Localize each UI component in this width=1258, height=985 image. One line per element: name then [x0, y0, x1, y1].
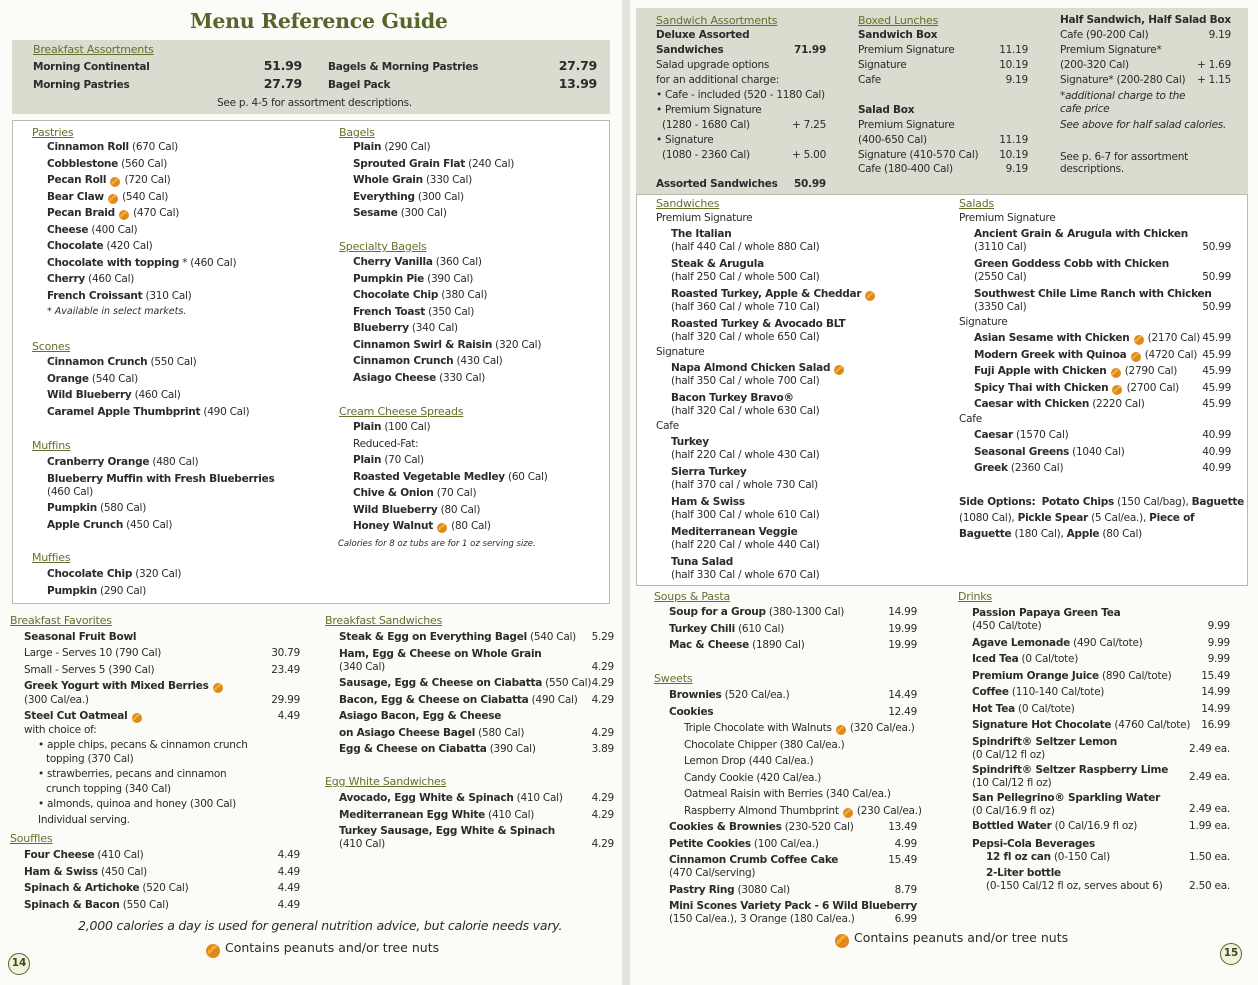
breakfast-sandwiches-heading: Breakfast Sandwiches [325, 614, 443, 627]
oat-option: • strawberries, pecans and cinnamon [38, 768, 227, 780]
price: + 1.69 [1196, 59, 1231, 71]
list-item: Plain (100 Cal) [353, 421, 431, 433]
spreads-note: Calories for 8 oz tubs are for 1 oz serving size. [338, 539, 536, 549]
list-item: Blueberry Muffin with Fresh Blueberries [47, 472, 275, 485]
calorie-text: (3350 Cal) [974, 301, 1027, 313]
page-number: 14 [8, 953, 30, 975]
list-item: Spindrift® Seltzer Raspberry Lime [972, 763, 1169, 776]
nut-legend [834, 930, 1068, 948]
specialty-bagels-heading: Specialty Bagels [339, 240, 427, 253]
list-item: on Asiago Cheese Bagel (580 Cal) 4.29 [339, 726, 614, 739]
egg-white-heading: Egg White Sandwiches [325, 775, 447, 788]
upgrade-option: • Cafe - included (520 - 1180 Cal) [656, 89, 825, 101]
left-page [0, 0, 622, 985]
list-item: Bacon, Egg & Cheese on Ciabatta (490 Cal) 4.29 [339, 693, 614, 706]
calorie-row: (0 Cal/16.9 fl oz) 2.49 ea. [972, 802, 1230, 817]
cookie-item: Chocolate Chipper (380 Cal/ea.) [684, 738, 845, 751]
list-item: Seasonal Greens (1040 Cal) 40.99 [974, 445, 1231, 458]
price: 23.49 [271, 664, 300, 676]
calorie-text: (470 Cal/serving) [669, 867, 756, 879]
breakfast-sandwiches-list [339, 631, 614, 760]
list-item: Mac & Cheese (1890 Cal) 19.99 [669, 639, 917, 651]
list-item: Ham, Egg & Cheese on Whole Grain [339, 647, 542, 660]
oatmeal: Steel Cut Oatmeal 🥜 [24, 710, 141, 722]
right-page [630, 0, 1258, 985]
cream-cheese-heading: Cream Cheese Spreads [339, 405, 464, 418]
list-item: Wild Blueberry (460 Cal) [47, 389, 181, 401]
sandwich-name: Sierra Turkey [671, 466, 747, 478]
calorie-row: (0-150 Cal/12 fl oz, serves about 6) 2.50 ea. [986, 879, 1230, 892]
list-item: Cinnamon Roll (670 Cal) [47, 141, 178, 153]
upgrade-option: (1280 - 1680 Cal) [662, 119, 750, 131]
list-item: Turkey Chili (610 Cal) 19.99 [669, 622, 917, 635]
pastries-note: * Available in select markets. [47, 306, 187, 317]
list-item: Premium Orange Juice (890 Cal/tote) 15.49 [972, 669, 1230, 682]
drinks-list [972, 607, 1230, 893]
assorted-label: Assorted Sandwiches [656, 178, 778, 190]
nut-icon: 🥜 [207, 946, 219, 956]
cookie-item: Raspberry Almond Thumbprint 🥜 (230 Cal/ea.) [684, 804, 922, 817]
nut-icon: 🥜 [1111, 369, 1120, 377]
nut-legend-text: Contains peanuts and/or tree nuts [224, 940, 440, 955]
oat-option: topping (370 Cal) [46, 753, 134, 765]
list-item: Wild Blueberry (80 Cal) [353, 503, 481, 516]
nut-icon: 🥜 [108, 194, 118, 203]
half-item: Signature* (200-280 Cal) [1060, 74, 1186, 86]
soups-list [669, 606, 917, 656]
egg-white-list [339, 792, 614, 855]
oat-option: • almonds, quinoa and honey (300 Cal) [38, 798, 236, 810]
sandwich-name: Tuna Salad [671, 556, 734, 568]
price: + 7.25 [791, 119, 826, 131]
half-item: Cafe (90-200 Cal) [1060, 29, 1149, 41]
bagels-heading: Bagels [339, 126, 375, 139]
nut-icon: 🥜 [1113, 385, 1122, 394]
half-note: *additional charge to the [1060, 90, 1186, 102]
cookie-item: Oatmeal Raisin with Berries (340 Cal/ea.) [684, 788, 891, 800]
price: + 1.15 [1196, 74, 1231, 86]
list-item: Cobblestone (560 Cal) [47, 157, 168, 170]
list-item: Asiago Cheese (330 Cal) [353, 371, 486, 384]
muffins-heading: Muffins [32, 439, 71, 452]
deluxe-label: Sandwiches [656, 44, 724, 56]
assort-price: 51.99 [263, 58, 302, 73]
assort-name: Morning Continental [33, 61, 150, 73]
assortments-box [636, 8, 1248, 194]
nut-icon: 🥜 [119, 211, 129, 219]
souffles-list [24, 849, 300, 915]
list-item: Pumpkin Pie (390 Cal) [353, 272, 474, 285]
breakfast-assortments-heading: Breakfast Assortments [33, 43, 154, 56]
list-item: Spinach & Artichoke (520 Cal) 4.49 [24, 882, 300, 894]
cafe-salads-list [974, 429, 1231, 479]
salad-name: Green Goddess Cobb with Chicken [974, 258, 1169, 270]
sandwiches-salads-box [636, 194, 1248, 586]
breakfast-favorites-heading: Breakfast Favorites [10, 614, 112, 627]
specialty-bagels-list [353, 256, 541, 388]
upgrade-text: Salad upgrade options [656, 59, 770, 71]
list-item: Pecan Braid 🥜 (470 Cal) [47, 207, 180, 219]
list-item: Modern Greek with Quinoa 🥜 (4720 Cal) 45.99 [974, 348, 1231, 361]
sandwich-name: Ham & Swiss [671, 496, 745, 508]
upgrade-text: for an additional charge: [656, 74, 780, 86]
sandwich-name: The Italian [671, 228, 732, 240]
assort-name: Bagel Pack [328, 79, 391, 91]
assort-price: 27.79 [263, 76, 302, 91]
price: 50.99 [794, 178, 826, 190]
serving-note: Individual serving. [38, 814, 130, 826]
nut-icon: 🥜 [835, 366, 844, 374]
list-item: Spinach & Bacon (550 Cal) 4.49 [24, 898, 300, 911]
list-item: Honey Walnut 🥜 (80 Cal) [353, 520, 491, 532]
price: 50.99 [1202, 271, 1231, 283]
list-item: Agave Lemonade (490 Cal/tote) 9.99 [972, 636, 1230, 649]
list-item: Passion Papaya Green Tea [972, 607, 1121, 619]
list-item: Cinnamon Crunch (550 Cal) [47, 356, 197, 368]
calorie-text: (half 320 Cal / whole 630 Cal) [671, 405, 820, 417]
list-item: Fuji Apple with Chicken 🥜 (2790 Cal) 45.99 [974, 365, 1231, 377]
reduced-fat-label: Reduced-Fat: [353, 437, 419, 450]
half-note: See p. 6-7 for assortment [1060, 151, 1188, 163]
nutrition-footer: 2,000 calories a day is used for general nutrition advice, but calorie needs vary. [78, 918, 563, 933]
calorie-text: (3110 Cal) [974, 241, 1027, 253]
list-item: Pecan Roll 🥜 (720 Cal) [47, 174, 171, 186]
salad-name: Southwest Chile Lime Ranch with Chicken [974, 288, 1212, 300]
half-item: Premium Signature* [1060, 44, 1162, 56]
salad-name: Ancient Grain & Arugula with Chicken [974, 228, 1188, 240]
list-item: Coffee (110-140 Cal/tote) 14.99 [972, 686, 1230, 698]
list-item: Iced Tea (0 Cal/tote) 9.99 [972, 653, 1230, 665]
assortments-note: See p. 4-5 for assortment descriptions. [217, 97, 412, 109]
sandwich-name: Turkey [671, 436, 709, 448]
list-item: Sesame (300 Cal) [353, 207, 447, 219]
calorie-text: (half 350 Cal / whole 700 Cal) [671, 375, 820, 387]
list-item: Pumpkin (290 Cal) [47, 584, 147, 597]
fruit-bowl: Seasonal Fruit Bowl [24, 631, 137, 643]
drinks-heading: Drinks [958, 590, 992, 603]
list-item: Plain (70 Cal) [353, 454, 424, 466]
side-options-line: Side Options: Potato Chips (150 Cal/bag), Baguette [959, 496, 1245, 508]
price: + 5.00 [791, 149, 826, 161]
box-item: Cafe [858, 74, 881, 86]
nut-icon: 🥜 [437, 524, 447, 532]
nut-legend [205, 940, 439, 958]
bakery-box [12, 120, 610, 604]
price: 50.99 [1202, 241, 1231, 253]
choice-label: with choice of: [24, 724, 97, 736]
list-item: Cookies & Brownies (230-520 Cal) 13.49 [669, 821, 917, 833]
list-item: Greek (2360 Cal) 40.99 [974, 462, 1231, 474]
sweets-list [669, 689, 922, 926]
sandwich-name: Bacon Turkey Bravo® [671, 392, 794, 404]
nut-icon: 🥜 [866, 292, 875, 300]
list-item: Chocolate with topping * (460 Cal) [47, 256, 237, 269]
price: 29.99 [271, 694, 300, 706]
page-gutter [622, 0, 630, 985]
list-item: Ham & Swiss (450 Cal) 4.49 [24, 865, 300, 878]
list-item: Spicy Thai with Chicken 🥜 (2700 Cal) 45.99 [974, 381, 1231, 394]
list-item: Mediterranean Egg White (410 Cal) 4.29 [339, 808, 614, 821]
calorie-text: (half 250 Cal / whole 500 Cal) [671, 271, 820, 283]
sandwich-name: Steak & Arugula [671, 258, 764, 270]
calorie-row: (450 Cal/tote) 9.99 [972, 620, 1230, 632]
calorie-text: (half 370 cal / whole 730 Cal) [671, 479, 818, 491]
pastries-list [47, 141, 236, 317]
price: 30.79 [271, 647, 300, 659]
sandwich-box-label: Sandwich Box [858, 29, 938, 41]
half-note: See above for half salad calories. [1060, 119, 1227, 131]
sandwich-name: Napa Almond Chicken Salad [671, 362, 831, 374]
sandwich-name: Roasted Turkey & Avocado BLT [671, 318, 846, 330]
list-item: Cheese (400 Cal) [47, 223, 138, 236]
list-item: Chocolate (420 Cal) [47, 240, 153, 252]
price: 11.19 [999, 134, 1028, 146]
scones-list [47, 356, 249, 422]
price: 10.19 [999, 149, 1028, 161]
box-item: Cafe (180-400 Cal) [858, 163, 953, 175]
tier-label: Signature [656, 346, 705, 358]
list-item: Pumpkin (580 Cal) [47, 502, 147, 514]
list-item: Everything (300 Cal) [353, 190, 464, 203]
box-item: Premium Signature [858, 44, 955, 56]
cookie-item: Triple Chocolate with Walnuts 🥜 (320 Cal/ea.) [684, 722, 915, 734]
muffies-heading: Muffies [32, 551, 71, 564]
price: 9.19 [1208, 29, 1231, 41]
souffles-heading: Souffles [10, 832, 53, 845]
sandwiches-heading: Sandwiches [656, 197, 720, 210]
salads-heading: Salads [959, 197, 995, 210]
muffins-list [47, 456, 275, 535]
calorie-text: (half 220 Cal / whole 440 Cal) [671, 539, 820, 551]
list-item: Cookies 12.49 [669, 705, 917, 718]
price: 10.19 [999, 59, 1028, 71]
calorie-text: (2550 Cal) [974, 271, 1027, 283]
tier-label: Signature [959, 316, 1008, 328]
list-item: Soup for a Group (380-1300 Cal) 14.99 [669, 606, 917, 618]
calorie-text: (460 Cal) [47, 485, 94, 498]
nut-icon: 🥜 [111, 178, 120, 186]
list-item: Caramel Apple Thumbprint (490 Cal) [47, 405, 250, 418]
box-item: Signature (410-570 Cal) [858, 149, 979, 161]
scones-heading: Scones [32, 340, 71, 353]
signature-salads-list [974, 332, 1231, 415]
nut-icon: 🥜 [132, 714, 141, 722]
muffies-list [47, 568, 181, 601]
half-note: cafe price [1060, 103, 1110, 115]
list-item: Sprouted Grain Flat (240 Cal) [353, 157, 515, 170]
list-item: Cinnamon Crunch (430 Cal) [353, 355, 503, 367]
list-item: French Croissant (310 Cal) [47, 289, 192, 302]
cookie-item: Candy Cookie (420 Cal/ea.) [684, 771, 822, 784]
pastries-heading: Pastries [32, 126, 74, 139]
list-item: Cherry Vanilla (360 Cal) [353, 256, 482, 268]
page-number: 15 [1220, 943, 1242, 965]
list-item: Turkey Sausage, Egg White & Spinach [339, 825, 556, 837]
half-item: (200-320 Cal) [1060, 59, 1129, 71]
soups-heading: Soups & Pasta [654, 590, 731, 603]
upgrade-option: • Premium Signature [656, 104, 762, 116]
price: 50.99 [1202, 301, 1231, 313]
nut-icon: 🥜 [836, 936, 848, 946]
list-item: Hot Tea (0 Cal/tote) 14.99 [972, 702, 1230, 715]
page-title: Menu Reference Guide [190, 9, 448, 33]
list-item: Petite Cookies (100 Cal/ea.) 4.99 [669, 837, 917, 850]
nut-legend-text: Contains peanuts and/or tree nuts [853, 930, 1069, 945]
assort-price: 13.99 [558, 76, 597, 91]
list-item: Mini Scones Variety Pack - 6 Wild Blueberry [669, 900, 917, 912]
calorie-text: (half 360 Cal / whole 710 Cal) [671, 301, 820, 313]
list-item: Chive & Onion (70 Cal) [353, 487, 477, 499]
side-options-line: Baguette (180 Cal), Apple (80 Cal) [959, 528, 1142, 540]
price: 9.19 [1005, 163, 1028, 175]
list-item: Apple Crunch (450 Cal) [47, 518, 173, 531]
calorie-row: (10 Cal/12 fl oz) 2.49 ea. [972, 770, 1230, 789]
oat-option: crunch topping (340 Cal) [46, 783, 171, 795]
box-item: (400-650 Cal) [858, 134, 927, 146]
list-item: Asian Sesame with Chicken 🥜 (2170 Cal) 45.99 [974, 332, 1231, 344]
list-item: Caesar (1570 Cal) 40.99 [974, 429, 1231, 441]
calorie-text: (half 220 Cal / whole 430 Cal) [671, 449, 820, 461]
nut-icon: 🥜 [213, 684, 222, 692]
oat-option: • apple chips, pecans & cinnamon crunch [38, 739, 248, 751]
half-note: descriptions. [1060, 163, 1124, 175]
list-item: Four Cheese (410 Cal) 4.49 [24, 849, 300, 861]
cookie-item: Lemon Drop (440 Cal/ea.) [684, 755, 814, 767]
sandwich-assortments-heading: Sandwich Assortments [656, 14, 778, 27]
list-item: Sausage, Egg & Cheese on Ciabatta (550 Cal) 4.29 [339, 677, 614, 689]
calorie-row: (340 Cal) 4.29 [339, 660, 614, 673]
tier-label: Premium Signature [656, 212, 753, 224]
calorie-text: (half 300 Cal / whole 610 Cal) [671, 509, 820, 521]
list-item: Brownies (520 Cal/ea.) 14.49 [669, 689, 917, 701]
list-item: San Pellegrino® Sparkling Water [972, 791, 1161, 804]
list-item: Signature Hot Chocolate (4760 Cal/tote) 16.99 [972, 719, 1230, 731]
nut-icon: 🥜 [1134, 336, 1143, 344]
calorie-text: (half 330 Cal / whole 670 Cal) [671, 569, 820, 581]
list-item: Cinnamon Swirl & Raisin (320 Cal) [353, 338, 542, 351]
nut-icon: 🥜 [843, 808, 853, 817]
box-item: Premium Signature [858, 119, 955, 131]
calorie-row: (150 Cal/ea.), 3 Orange (180 Cal/ea.) 6.99 [669, 913, 917, 925]
side-options-line: (1080 Cal), Pickle Spear (5 Cal/ea.), Piece of [959, 512, 1195, 524]
sweets-heading: Sweets [654, 672, 693, 685]
list-item: 2-Liter bottle [986, 866, 1061, 879]
deluxe-label: Deluxe Assorted [656, 29, 750, 41]
sandwich-name: Mediterranean Veggie [671, 526, 798, 538]
list-item: French Toast (350 Cal) [353, 305, 475, 318]
list-item: Chocolate Chip (320 Cal) [47, 568, 182, 580]
half-box-heading: Half Sandwich, Half Salad Box [1060, 14, 1231, 26]
price: 11.19 [999, 44, 1028, 56]
list-item: 12 fl oz can (0-150 Cal) 1.50 ea. [986, 850, 1230, 863]
list-item: Chocolate Chip (380 Cal) [353, 289, 488, 301]
upgrade-option: (1080 - 2360 Cal) [662, 149, 750, 161]
calorie-text: (half 440 Cal / whole 880 Cal) [671, 241, 820, 253]
nut-icon: 🥜 [1131, 352, 1140, 361]
list-item: Cinnamon Crumb Coffee Cake 15.49 [669, 854, 917, 866]
calorie-text: (300 Cal/ea.) [24, 694, 89, 706]
list-item: Spindrift® Seltzer Lemon [972, 735, 1117, 748]
list-item: Blueberry (340 Cal) [353, 322, 458, 334]
list-item: Avocado, Egg White & Spinach (410 Cal) 4.29 [339, 792, 614, 804]
nut-icon: 🥜 [836, 726, 846, 734]
greek-yogurt: Greek Yogurt with Mixed Berries 🥜 [24, 680, 222, 692]
list-item: Plain (290 Cal) [353, 141, 431, 153]
list-item: Pastry Ring (3080 Cal) 8.79 [669, 883, 917, 896]
tier-label: Cafe [959, 413, 982, 425]
breakfast-assortments-box [12, 40, 610, 114]
list-item: Bear Claw 🥜 (540 Cal) [47, 190, 169, 203]
boxed-lunches-heading: Boxed Lunches [858, 14, 939, 27]
assort-name: Morning Pastries [33, 79, 130, 91]
list-item: Cherry (460 Cal) [47, 273, 135, 285]
fruit-large: Large - Serves 10 (790 Cal) [24, 647, 162, 659]
list-item: Asiago Bacon, Egg & Cheese [339, 710, 502, 722]
calorie-row: (410 Cal) 4.29 [339, 838, 614, 850]
list-item: Caesar with Chicken (2220 Cal) 45.99 [974, 398, 1231, 410]
list-item: Orange (540 Cal) [47, 372, 138, 385]
list-item: Whole Grain (330 Cal) [353, 174, 472, 186]
price: 9.19 [1005, 74, 1028, 86]
salad-box-label: Salad Box [858, 104, 915, 116]
list-item: Cranberry Orange (480 Cal) [47, 456, 199, 468]
sandwich-name: Roasted Turkey, Apple & Cheddar [671, 288, 862, 300]
fruit-small: Small - Serves 5 (390 Cal) [24, 664, 155, 676]
price: 71.99 [794, 44, 826, 56]
upgrade-option: • Signature [656, 134, 714, 146]
tier-label: Premium Signature [959, 212, 1056, 224]
list-item: Steak & Egg on Everything Bagel (540 Cal) 5.29 [339, 631, 614, 643]
tier-label: Cafe [656, 420, 679, 432]
calorie-row: (0 Cal/12 fl oz) 2.49 ea. [972, 742, 1230, 761]
list-item: Bottled Water (0 Cal/16.9 fl oz) 1.99 ea. [972, 819, 1230, 832]
price: 4.49 [277, 710, 300, 722]
assort-price: 27.79 [558, 58, 597, 73]
box-item: Signature [858, 59, 907, 71]
list-item: Egg & Cheese on Ciabatta (390 Cal) 3.89 [339, 743, 614, 755]
calorie-text: (half 320 Cal / whole 650 Cal) [671, 331, 820, 343]
list-item: Roasted Vegetable Medley (60 Cal) [353, 470, 548, 483]
bagels-list [353, 141, 514, 224]
list-item: Pepsi-Cola Beverages [972, 837, 1096, 850]
cream-cheese-list [353, 421, 548, 537]
assort-name: Bagels & Morning Pastries [328, 61, 479, 73]
